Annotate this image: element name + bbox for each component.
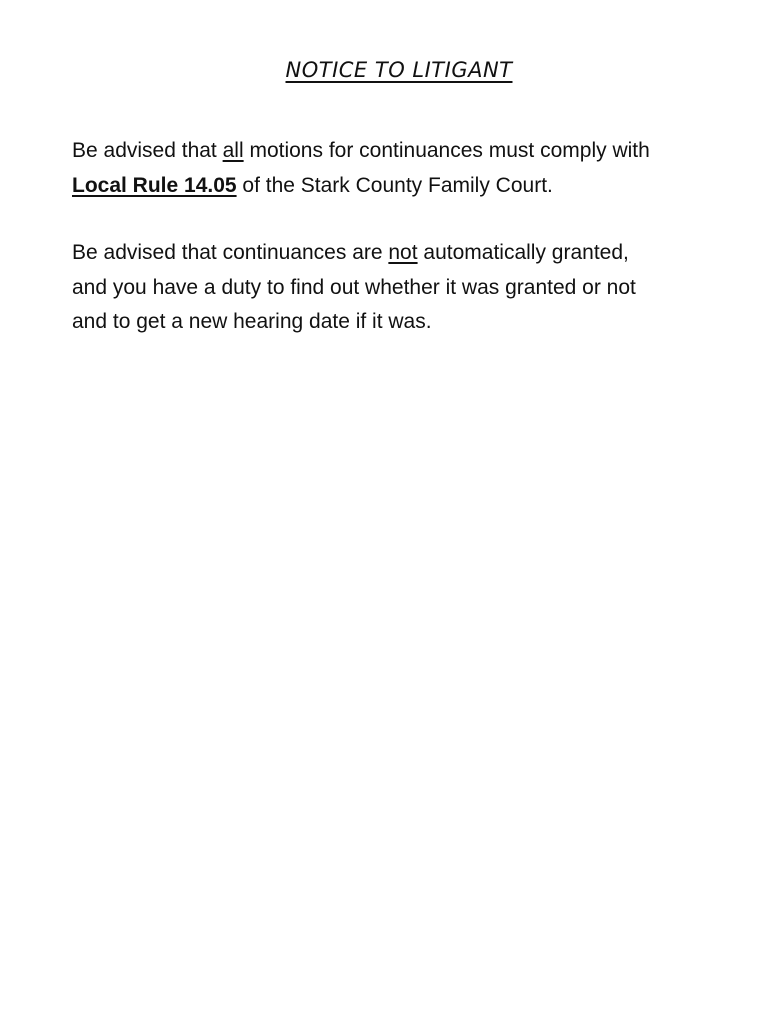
emphasis-not: not [388, 241, 418, 264]
text-segment: of the Stark County Family Court. [236, 173, 553, 197]
text-segment: automatically granted, [417, 241, 629, 264]
paragraph-local-rule [72, 134, 732, 203]
local-rule-reference: Local Rule 14.05 [72, 173, 237, 197]
emphasis-all: all [222, 139, 244, 162]
paragraph-continuances [72, 236, 732, 340]
paragraph-line [72, 236, 732, 271]
paragraph-line: and to get a new hearing date if it was. [72, 310, 432, 333]
paragraph-line [72, 134, 732, 169]
paragraph-line [72, 169, 732, 204]
text-segment: Be advised that continuances are [72, 241, 389, 264]
text-segment: Be advised that [72, 139, 223, 162]
text-segment: motions for continuances must comply with [243, 139, 650, 162]
paragraph-line: and you have a duty to find out whether it was granted or not [72, 275, 636, 299]
notice-title: NOTICE TO LITIGANT [285, 58, 513, 82]
